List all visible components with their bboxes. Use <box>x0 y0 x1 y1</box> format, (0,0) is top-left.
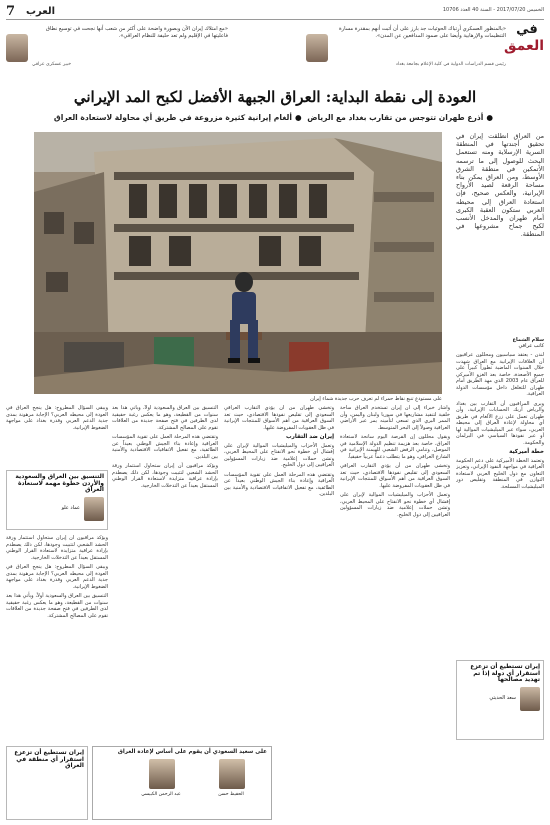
teaser-quote: «بالمنظور العسكري أرتباك الحوثيات جد بارز على أن أثبت أنهم بمقدرة مسارة التنظيمات والإرهابية وأيضا على صمود المدافعين عن المدن». <box>338 26 506 39</box>
article-column-5-top <box>6 405 108 467</box>
section-logo <box>504 22 544 62</box>
paragraph: وتقتضي هذه المرحلة العمل على تقوية المؤسسات العراقية وإعادة بناء الجيش الوطني بعيداً عن الطائفية، مع تفعيل الاتفاقيات الاقتصادية والأمنية بين البلدين. <box>224 471 334 497</box>
subhead: خطة أميركية <box>509 449 544 455</box>
teaser-quote: «مع امتلاك إيران الأن وبصورة واضحة على أكثر من شعب أنها نجحت في توسيع نطاق فاعليتها في الإقليم ولم تعد حليفة للنظام العراقي». <box>45 26 228 39</box>
paragraph: ويرى المراقبون أن التقارب بين بغداد والرياض أربك الحسابات الإيرانية، وأن طهران تعمل على زرع الألغام في طريق أي محاولة لإعادة العراق إلى محيطه العربي، سواء عبر الميليشيات الموالية لها أو عبر نفوذها السياسي في البرلمان والحكومة. <box>456 400 544 446</box>
page-header <box>6 5 544 20</box>
paragraph: التنسيق بين العراق والسعودية أولاً، ويأتي هذا بعد سنوات من القطيعة، وهو ما يعكس رغبة حقيقية لدى الطرفين في فتح صفحة جديدة من العلاقات تقوم على المصالح المشتركة. <box>6 593 108 619</box>
paragraph: ويقول محللون إن الفرصة اليوم سانحة لاستعادة العراق، خاصة بعد هزيمة تنظيم الدولة الإسلامية في الموصل، وتنامي الرفض الشعبي للهيمنة الإيرانية في الشارع العراقي، وهو ما يتطلب دعماً عربياً حقيقياً. <box>340 434 450 460</box>
deck-1: أذرع طهران تتوجس من تقارب بغداد مع الرياض <box>307 113 484 122</box>
paragraph: وتعتمد الخطة الأميركية على دعم الحكومة العراقية في مواجهة النفوذ الإيراني، وتعزيز التعاون مع دول الخليج العربي لاستعادة التوازن في المنطقة وتقليص دور الميليشيات المسلحة. <box>456 457 544 490</box>
opinion-teaser-left <box>6 26 228 71</box>
subhead: إيران ضد التقارب <box>286 434 334 440</box>
person-photo <box>219 759 245 789</box>
page-number: 7 <box>6 4 16 19</box>
byline-role: كاتب عراقي <box>518 343 544 349</box>
author-photo <box>306 34 328 62</box>
deck-2: ألغام إيرانية كثيرة مزروعة في طريق أي محاولة لاستعادة العراق <box>53 113 292 122</box>
quote-box-right <box>456 660 544 740</box>
quote-author: عماد علو <box>61 505 80 512</box>
byline-name: سلام الشماع <box>512 337 544 343</box>
teaser-author: رئيس قسم الدراسات الدولية في كلية الإعلام بجامعة بغداد <box>395 62 506 67</box>
main-headline: العودة إلى نقطة البداية: العراق الجبهة الأفضل لكبح المد الإيراني <box>73 88 477 106</box>
lead-paragraph <box>456 132 544 332</box>
article-column-1 <box>456 352 544 652</box>
paragraph: وأشار خبراء إلى أن إيران تستخدم العراق ساحة خلفية لتنفيذ مشاريعها في سوريا ولبنان واليمن، وأن الممر البري الذي تسعى لتأمينه يمر عبر الأراضي العراقية وصولاً إلى البحر المتوسط. <box>340 405 450 431</box>
article-column-5 <box>6 535 108 741</box>
small-quote-box <box>6 746 88 820</box>
article-column-2 <box>340 405 450 815</box>
paragraph: وتعمل الأحزاب والميليشيات الموالية لإيران على إفشال أي خطوة نحو الانفتاح على المحيط العربي، وتشن حملات إعلامية ضد زيارات المسؤولين العراقيين إلى دول الخليج. <box>340 492 450 518</box>
paragraph: وتعمل الأحزاب والميليشيات الموالية لإيران على إفشال أي خطوة نحو الانفتاح على المحيط العربي، وتشن حملات إعلامية ضد زيارات المسؤولين العراقيين إلى دول الخليج. <box>224 442 334 468</box>
photo-caption: على مستودع تنبع نقاط حمراء لم تعرف حرب جديدة شماء إيران <box>310 396 442 402</box>
dateline: الخميس 2017/07/20 - السنة 40 العدد 10706 <box>442 7 544 13</box>
quote-box-title: إيران تستطيع أن تزعزع استقرار أي دولة إذا تم تهديد مصالحها <box>470 663 540 684</box>
paragraph: ويبقى السؤال المطروح: هل ينجح العراق في العودة إلى محيطه العربي؟ الإجابة مرهونة بمدى جدية الدعم العربي وقدرة بغداد على مواجهة الضغوط الإيرانية. <box>6 564 108 590</box>
paragraph: التنسيق بين العراق والسعودية أولاً، ويأتي هذا بعد سنوات من القطيعة، وهو ما يعكس رغبة حقيقية لدى الطرفين في فتح صفحة جديدة من العلاقات تقوم على المصالح المشتركة. <box>112 405 218 431</box>
paragraph: ويؤكد مراقبون أن إيران ستحاول استثمار ورقة الحشد الشعبي لتثبيت وجودها، لكن ذلك يصطدم بإرادة عراقية متزايدة لاستعادة القرار الوطني المستقل بعيداً عن التدخلات الخارجية. <box>6 535 108 561</box>
main-photo <box>34 132 442 394</box>
teaser-author: خبير عسكري عراقي <box>32 62 72 67</box>
small-box-title: إيران تستطيع أن تزعزع استقرار أي منطقة في العراق <box>14 749 84 770</box>
paragraph: ويبقى السؤال المطروح: هل ينجح العراق في العودة إلى محيطه العربي؟ الإجابة مرهونة بمدى جدية الدعم العربي وقدرة بغداد على مواجهة الضغوط الإيرانية. <box>6 405 108 431</box>
subheadlines: ●أذرع طهران تتوجس من تقارب بغداد مع الرياض ●ألغام إيرانية كثيرة مزروعة في طريق أي محاولة لاستعادة العراق <box>53 113 494 122</box>
person-name: الحفيظ حسن <box>218 792 244 797</box>
byline <box>456 337 544 349</box>
author-photo <box>520 687 540 711</box>
masthead: العرب <box>26 6 56 17</box>
paragraph: وتقتضي هذه المرحلة العمل على تقوية المؤسسات العراقية وإعادة بناء الجيش الوطني بعيداً عن الطائفية، مع تفعيل الاتفاقيات الاقتصادية والأمنية بين البلدين. <box>112 434 218 460</box>
bottom-quote-box <box>92 746 272 820</box>
quote-author: سعد الحديثي <box>489 695 516 702</box>
section-word-1: في <box>516 22 538 37</box>
quote-box-title: التنسيق بين العراق والسعودية والأردن خطوة مهمة لاستعادة العراق <box>15 473 104 494</box>
paragraph: وتخشى طهران من أن يؤدي التقارب العراقي السعودي إلى تقليص نفوذها الاقتصادي، حيث تعد السوق العراقية من أهم الأسواق للمنتجات الإيرانية في ظل العقوبات المفروضة عليها. <box>340 463 450 489</box>
article-column-4 <box>112 405 218 741</box>
quote-box-left <box>6 470 108 530</box>
author-photo <box>6 34 28 62</box>
article-column-3 <box>224 405 334 741</box>
author-photo <box>84 497 104 521</box>
section-word-2: العمق <box>504 38 544 54</box>
paragraph: لندن - يعتقد سياسيون ومحللون عراقيون أن العلاقات الإيرانية مع العراق شهدت خلال السنوات الماضية تطوراً كبيراً على جميع الأصعدة، خاصة بعد الغزو الأميركي للعراق عام 2003 الذي مهد الطريق أمام طهران للتغلغل داخل مؤسسات الدولة العراقية. <box>456 352 544 397</box>
person-photo <box>149 759 175 789</box>
lead-text: من العراق انطلقت إيران في تحقيق أجندتها في المنطقة السرية الإرسلاية ومنه تستعمل البحث للوصول إلى ما ترسمه الأتمكين في منطقة الشرق الأوسط، ومن العراق يمكن بناء مساحة الرقعة لصيد الأرواح الإيرانية، والعكس صحيح، فإن استعادة العراق إلى محيطه العربي ستكون العقبة الكبرى أمام طهران والمدخل الأنسب لكبح جماح مشروعها في المنطقة. <box>456 132 544 239</box>
person-name: عبد الرحمن الكبيسي <box>141 792 181 797</box>
paragraph: وتخشى طهران من أن يؤدي التقارب العراقي السعودي إلى تقليص نفوذها الاقتصادي، حيث تعد السوق العراقية من أهم الأسواق للمنتجات الإيرانية في ظل العقوبات المفروضة عليها. <box>224 405 334 431</box>
paragraph: ويؤكد مراقبون أن إيران ستحاول استثمار ورقة الحشد الشعبي لتثبيت وجودها، لكن ذلك يصطدم بإرادة عراقية متزايدة لاستعادة القرار الوطني المستقل بعيداً عن التدخلات الخارجية. <box>112 463 218 489</box>
opinion-teaser-right <box>306 26 506 71</box>
bottom-box-title: على سعيد السعودي أن يقوم على أساس لإعادة العراق <box>117 749 267 755</box>
